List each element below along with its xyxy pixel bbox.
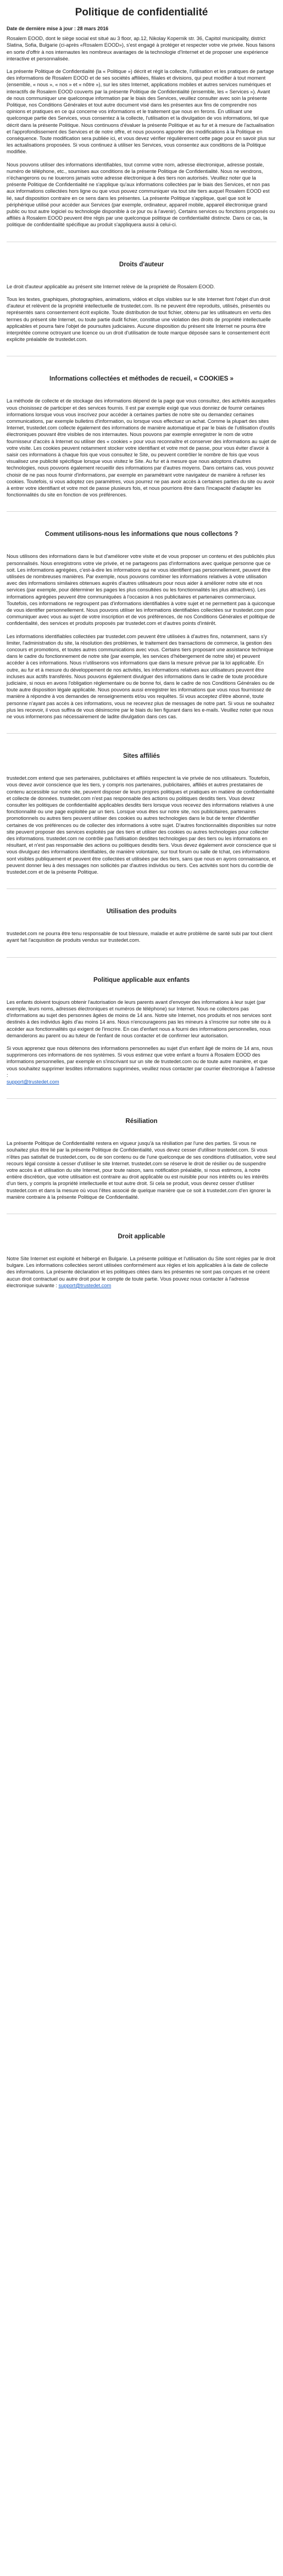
section-governing-law <box>7 1233 276 1289</box>
page-title: Politique de confidentialité <box>75 7 208 18</box>
section-heading: Droits d'auteur <box>119 261 164 268</box>
section-divider <box>7 511 276 512</box>
section-affiliate-sites <box>7 752 276 875</box>
section-heading: Résiliation <box>125 1118 158 1125</box>
last-updated-date: Date de dernière mise à jour : 28 mars 2016 <box>7 26 109 31</box>
section-info-usage <box>7 530 276 720</box>
section-paragraph: La présente Politique de Confidentialité restera en vigueur jusqu'à sa résiliation par l'une des parties. Si vous ne souhaitez plus être lié par la présente Politique de Confidentialité, vous devez cesser d'utiliser trustedet.com. Si vous n'êtes pas satisfait de trustedet.com, ou de son contenu ou de l'une quelconque de ses conditions d'utilisation, votre seul recours légal consiste à cesser d'utiliser le site Internet. trustedet.com se réserve le droit de résilier ou de suspendre votre accès à et utilisation du site Internet, pour toute raison, sans notification préalable, si nous estimons, à notre entière discrétion, que votre utilisation est contraire au droit applicable ou est nuisible pour nos intérêts ou les intérêts d'un tiers, y compris la propriété intellectuelle et tout autre droit. Si cela se produit, vous devrez cesser d'utiliser trustedet.com et dans la mesure où vous l'êtes associé de quelque manière que ce soit à trustedet.com d'en ignorer la manière contraire à la présente Politique de Confidentialité. <box>7 1141 276 1200</box>
section-paragraph-text: Si vous apprenez que nous détenons des informations personnelles au sujet d'un enfant âgé de moins de 14 ans, nous supprimerons ces informations de nos systèmes. Si vous estimez que votre enfant a fourni à Rosalem EOOD des informations personnelles, par exemple en s'inscrivant sur un site de trustedet.com ou de toute autre manière, et que vous souhaitez supprimer lesdites informations supprimées, veuillez nous contacter par courrier électronique à l'adresse : <box>7 1045 275 1078</box>
section-heading: Informations collectées et méthodes de recueil, « COOKIES » <box>49 376 234 383</box>
section-heading: Utilisation des produits <box>106 908 177 915</box>
section-paragraph: Nous utilisons des informations dans le but d'améliorer votre visite et de vous proposer un contenu et des publicités plus personnalisés. Nous enregistrons votre vie privée, et ne partageons pas d'informations avec quelque personne que ce soit. Les informations agrégées, c'est-à-dire les informations qui ne vous identifient pas personnellement, peuvent être utilisées de nombreuses manières. Par exemple, nous pouvons combiner les informations relatives à votre utilisation avec des informations similaires obtenues auprès d'autres utilisateurs pour nous aider à améliorer notre site et nos services (par exemple, pour déterminer les pages les plus consultées ou les fonctionnalités les plus attractives). Les informations agrégées peuvent être communiquées à l'occasion à nos publicitaires et partenaires commerciaux. Toutefois, ces informations ne regroupent pas d'informations identifiables à votre sujet et ne permettent pas à quiconque de vous identifier personnellement. Nous pouvons utiliser les informations identifiables collectées sur trustedet.com pour communiquer avec vous au sujet de votre inscription et de vos préférences, de nos Conditions Générales et politique de confidentialité, des services et produits proposés par trustedet.com et d'autres points d'intérêt. <box>7 554 275 627</box>
intro <box>7 35 276 228</box>
section-paragraph: Le droit d'auteur applicable au présent site Internet relève de la propriété de Rosalem EOOD. <box>7 283 215 289</box>
section-heading: Politique applicable aux enfants <box>93 976 190 984</box>
intro-paragraph: Rosalem EOOD, dont le siège social est situé au 3 floor, ap.12, Nikolay Kopernik str. 36, Capitol municipality, district Slatina, Sofia, Bulgarie (ci-après «Rosalem EOOD»), s'est engagé à protéger et respecter votre vie privée. Nous faisons en sorte d'offrir à nos internautes les nombreux avantages de la technologie d'Internet et de proposer une expérience interactive et personnalisée. <box>7 36 275 62</box>
section-divider <box>7 957 276 958</box>
section-collected-info <box>7 375 276 498</box>
section-paragraph: trustedet.com entend que ses partenaires, publicitaires et affiliés respectent la vie privée de nos utilisateurs. Toutefois, vous devez avoir conscience que les tiers, y compris nos partenaires, publicitaires, affiliés et autres prestataires de contenu accessible sur notre site, peuvent disposer de leurs propres politiques et pratiques en matière de confidentialité et collecte de données. trustedet.com n'est pas responsable des actions ou politiques desdits tiers. Vous devez consulter les politiques de confidentialité applicables desdits tiers lorsque vous recevez des informations relatives à une fonctionnalité ou une page exploitée par un tiers. Lorsque vous êtes sur notre site, nos publicitaires, partenaires promotionnels ou autres tiers peuvent utiliser des cookies ou autres technologies dans le but de tenter d'identifier certaines de vos préférences ou de collecter des informations à votre sujet. D'autres fonctionnalités disponibles sur notre site peuvent proposer des services exploités par des tiers et utiliser des cookies ou autres technologies pour collecter des informations. trustedet.com ne contrôle pas l'utilisation desdites technologies par des tiers ou les informations en résultant, et n'est pas responsable des actions ou politiques desdits tiers. Vous devez également avoir conscience que si vous divulguez des informations identifiables, de manière volontaire, sur tout forum ou salle de tchat, ces informations sont visibles publiquement et peuvent être collectées et utilisées par des tiers, sans que nous en ayons connaissance, et peuvent donner lieu à des messages non sollicités par d'autres individus ou tiers. Ces activités sont hors du contrôle de trustedet.com et de la présente Politique. <box>7 775 276 875</box>
support-email-link[interactable]: support@trustedet.com <box>7 1079 59 1085</box>
section-termination <box>7 1117 276 1200</box>
section-paragraph-text: Notre Site Internet est exploité et hébergé en Bulgarie. La présente politique et l'utilisation du Site sont régies par le droit bulgare. Les informations collectées seront utilisées conformément aux règles et lois applicables à la date de collecte des informations. La présente déclaration et les politiques citées dans les présentes ne sont pas conçues et ne créent aucun droit contractuel ou autre droit pour le compte de toute partie. Vous pouvez nous contacter à l'adresse électronique suivante : <box>7 1255 275 1288</box>
section-paragraph: Les enfants doivent toujours obtenir l'autorisation de leurs parents avant d'envoyer des informations à leur sujet (par exemple, leurs noms, adresses électroniques et numéros de téléphone) sur Internet. Nous ne collectons pas d'informations au sujet des personnes âgées de moins de 14 ans. Notre site Internet, nos produits et nos services sont destinés à des individus âgés d'au moins 14 ans. Nous n'encourageons pas les mineurs à s'inscrire sur notre site ou à accéder aux fonctionnalités qui exigent de l'inscrire. En cas d'enfant nous a fourni des informations personnelles, nous demanderons au parent ou au tuteur de l'enfant de nous contacter et de confirmer leur autorisation. <box>7 999 271 1038</box>
section-paragraph: Tous les textes, graphiques, photographies, animations, vidéos et clips visibles sur le site Internet font l'objet d'un droit d'auteur et relèvent de la propriété intellectuelle de trustedet.com. Ils ne peuvent être reproduits, utilisés, présentés ou représentés sans consentement écrit explicite. Toute distribution de tout fichier, obtenu par les utilisateurs en vertu des termes du présent site Internet, ou toute partie dudit fichier, constitue une violation des droits de propriété intellectuelle applicables et pourra faire l'objet de poursuites judiciaires. Aucune disposition du présent site Internet ne pourra être interprétée comme octroyant une licence ou un droit d'utilisation de toute marque déposée sans le consentement écrit explicite préalable de trustedet.com. <box>7 296 271 343</box>
section-heading: Droit applicable <box>118 1233 165 1240</box>
section-copyright <box>7 261 276 343</box>
contact-email-link[interactable]: support@trustedet.com <box>58 1282 112 1288</box>
section-heading: Sites affiliés <box>123 753 160 760</box>
section-children-policy <box>7 976 276 1085</box>
section-paragraph: Les informations identifiables collectées par trustedet.com peuvent être utilisées à d'autres fins, notamment, sans s'y limiter, l'administration du site, la résolution des problèmes, le traitement des transactions de commerce, la gestion des concours et promotions, et toutes autres communications avec vous. Certains tiers proposant une assistance technique dans le cadre du fonctionnement de notre site (par exemple, les services d'hébergement de notre site) et peuvent accéder à ces informations. Nous n'utiliserons vos informations que dans la mesure prévue par la loi applicable. En outre, au fur et à mesure du développement de nos activités, les informations relatives aux utilisateurs peuvent être incluses aux actifs transférés. Nous pouvons également divulguer des informations dans le cadre de toute procédure judiciaire, si nous en avons l'obligation réglementaire ou de bonne foi, dans le cadre de nos Conditions Générales ou de toute autre disposition légale applicable. Nous pouvons aussi enregistrer les informations que vous nous fournissez de manière à répondre à vos demandes de renseignements et/ou vos requêtes. Si vous acceptez d'être abonné, toute personne n'ayant pas accès à ces informations, vous ne recevrez plus de messages de notre part. Si vous ne souhaitez plus les recevoir, il vous suffira de vous désinscrire par le biais du lien figurant dans les e-mails. Veuillez noter que nous ne vous informerons pas nécessairement de ladite divulgation dans ces cas. <box>7 633 275 720</box>
section-divider <box>7 1098 276 1099</box>
section-paragraph <box>7 1255 276 1289</box>
section-heading: Comment utilisons-nous les informations que nous collectons ? <box>45 531 238 538</box>
intro-paragraph: Nous pouvons utiliser des informations identifiables, tout comme votre nom, adresse électronique, adresse postale, numéro de téléphone, etc., soumises aux conditions de la présente Politique de Confidentialité. Nous ne vendrons, n'échangerons ou ne louerons jamais votre adresse électronique à des tiers non autorisés. Veuillez noter que la présente Politique de Confidentialité ne s'applique qu'aux informations collectées par le biais des Services, et non pas aux informations collectées hors ligne ou que vous pouvez communiquer via tout site tiers auquel Rosalem EOOD est lié, sauf disposition contraire en ce sens dans les présentes. La présente Politique s'applique, quel que soit le périphérique utilisé pour accéder aux Services (par exemple, ordinateur, appareil mobile, appareil électronique grand public ou tout autre logiciel ou technologie disponible à ce jour ou à l'avenir). Certains services ou fonctions proposés ou affiliés à Rosalem EOOD peuvent être régis par une quelconque politique de confidentialité distincte. Dans ce cas, la politique de confidentialité spécifique au produit s'appliquera aussi à celui-ci. <box>7 161 275 228</box>
section-divider <box>7 733 276 734</box>
intro-paragraph: La présente Politique de Confidentialité (la « Politique ») décrit et régit la collecte, l'utilisation et les pratiques de partage des informations de Rosalem EOOD et de ses sociétés affiliées, filiales et divisions, qui peut modifier à tout moment (ensemble, « nous », « nos » et « nôtre »), sur les sites Internet, applications mobiles et autres services numériques et interactifs de Rosalem EOOD couverts par la présente Politique de Confidentialité (ensemble, les « Services »). Avant de nous communiquer une quelconque information par le biais des Services, veuillez consulter avec soin la présente Politique, nos Conditions Générales et tout autre document visé dans les présentes aux fins de comprendre nos opinions et pratiques en ce qui concerne vos informations et le traitement que nous en ferons. En utilisant une quelconque partie des Services, vous consentez à la collecte, l'utilisation et la divulgation de vos informations, tel que décrit dans la présente Politique. Nous continuons d'évaluer la présente Politique et au fur et à mesure de l'actualisation et l'approfondissement des Services et de notre offre, et nous pouvons apporter des modifications à la Politique en conséquence. Toute modification sera publiée ici, et vous devez vérifier régulièrement cette page pour en savoir plus sur les actualisations proposées. Si vous continuez à utiliser les Services, vous consentez aux conditions de la Politique modifiée. <box>7 69 276 155</box>
section-paragraph <box>7 1045 276 1085</box>
section-product-use <box>7 908 276 943</box>
section-paragraph: trustedet.com ne pourra être tenu responsable de tout blessure, maladie et autre problème de santé subi par tout client ayant fait l'acquisition de produits vendus sur trustedet.com. <box>7 931 273 943</box>
section-paragraph: La méthode de collecte et de stockage des informations dépend de la page que vous consultez, des activités auxquelles vous choisissez de participer et des services fournis. Il est par exemple exigé que vous donniez de fournir certaines informations lorsque vous vous inscrivez pour accéder à certaines parties de notre site ou demandez certaines communications, par exemple bulletins d'information, ou lorsque vous effectuez un achat. Comme la plupart des sites Internet, trustedet.com collecte également des informations de manière automatique et par le biais de l'utilisation d'outils électroniques pouvant être visibles de nos internautes. Nous pouvons par exemple enregistrer le nom de votre fournisseur d'accès à Internet ou utiliser des « cookies » pour vous reconnaître et conserver des informations au sujet de votre visite. Les cookies peuvent notamment stocker votre identifiant et votre mot de passe, pour vous éviter d'avoir à saisir ces informations à chaque fois que vous consultez le Site, ou peuvent contrôler le nombre de fois que vous visualisez une publicité spécifique lorsque vous visitez le Site. Au fur et à mesure que nous adoptons d'autres technologies, nous pouvons également recueillir des informations par d'autres moyens. Dans certains cas, vous pouvez choisir de ne pas nous fournir d'informations, par exemple en paramétrant votre navigateur de manière à refuser les cookies. Toutefois, si vous adoptez ces paramètres, vous pourrez ne pas avoir accès à certaines parties du site ou avoir à entrer votre identifiant et votre mot de passe plusieurs fois, et nous pourrions être dans l'incapacité d'adapter les fonctionnalités du site en fonction de vos préférences. <box>7 398 277 498</box>
